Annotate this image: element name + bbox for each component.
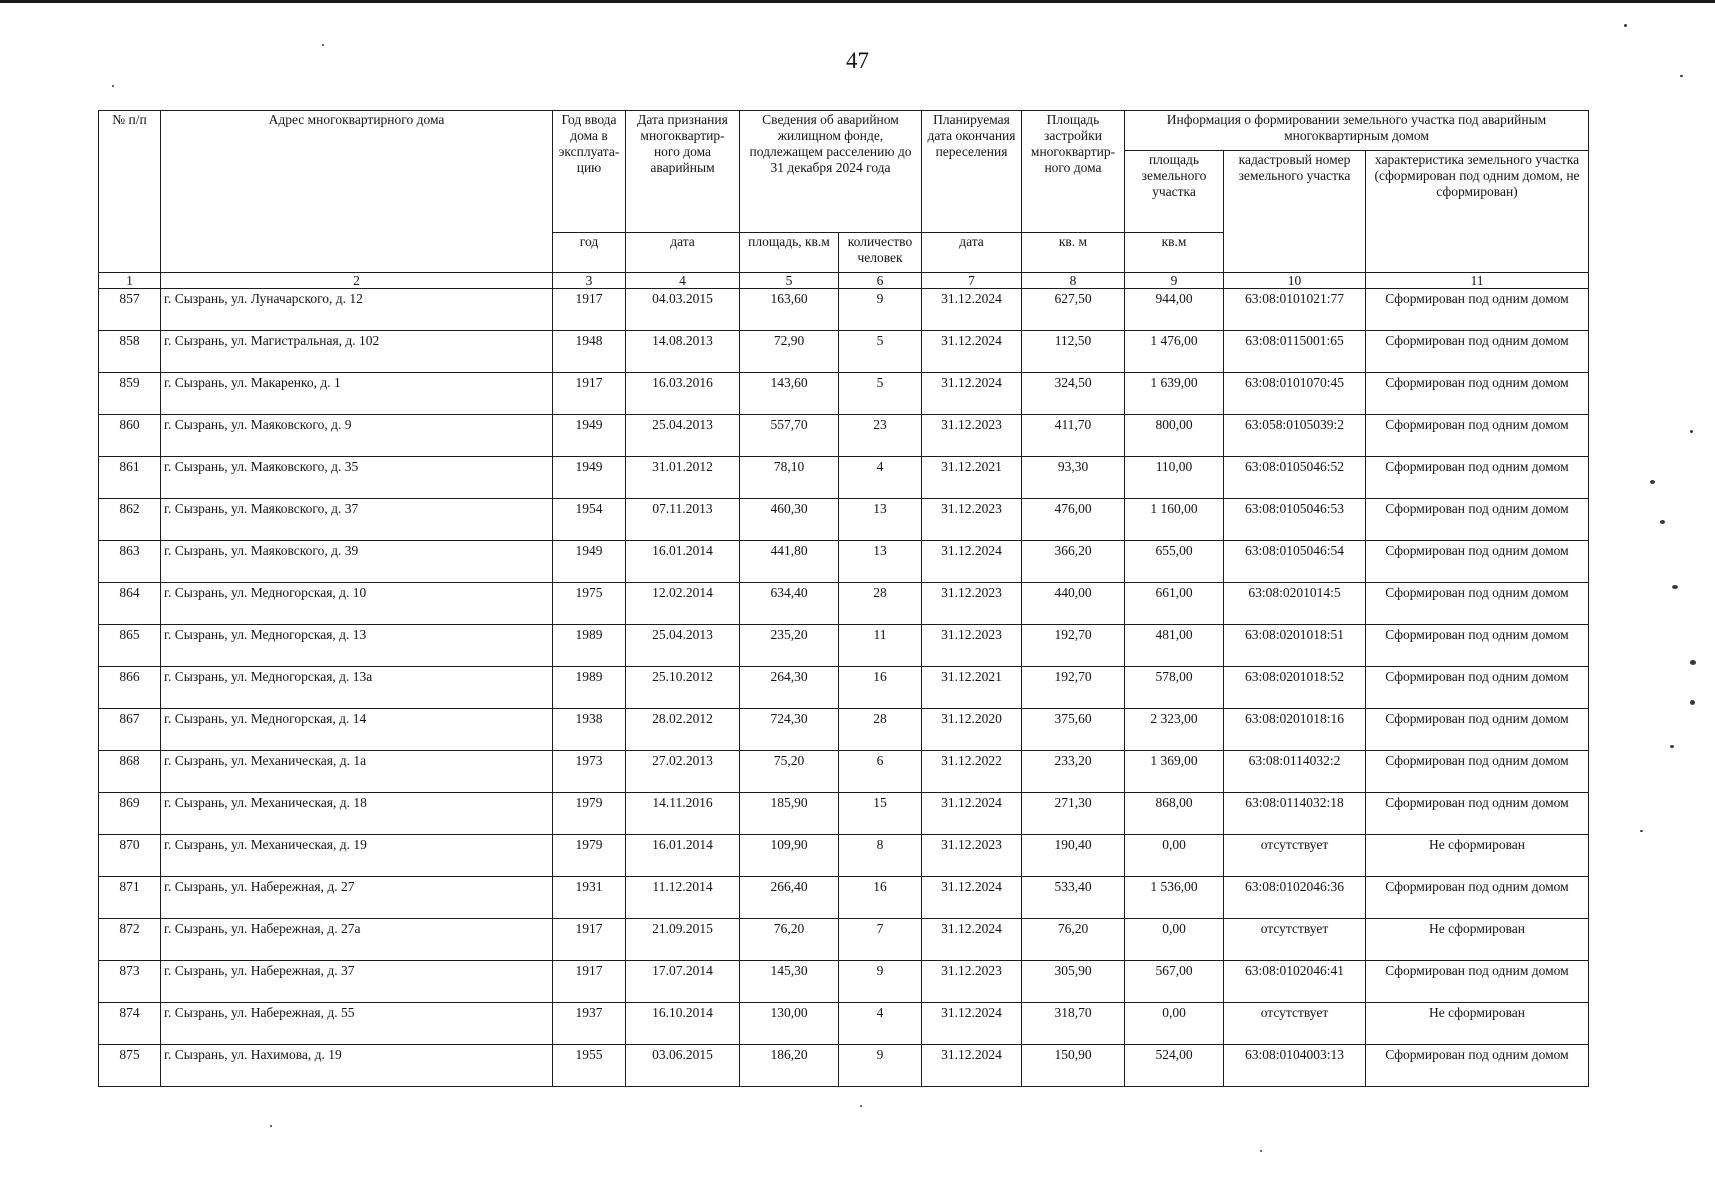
row-building-area: 366,20 <box>1022 541 1125 583</box>
row-address: г. Сызрань, ул. Маяковского, д. 35 <box>161 457 553 499</box>
table-row <box>99 835 1589 877</box>
row-area: 557,70 <box>740 415 839 457</box>
scan-speck <box>270 1125 272 1127</box>
column-number: 1 <box>99 273 161 289</box>
row-people-count: 5 <box>839 331 922 373</box>
row-year: 1955 <box>553 1045 626 1087</box>
row-land-status: Сформирован под одним домом <box>1366 793 1589 835</box>
column-number: 5 <box>740 273 839 289</box>
row-date-recognized: 03.06.2015 <box>626 1045 740 1087</box>
row-building-area: 440,00 <box>1022 583 1125 625</box>
row-people-count: 6 <box>839 751 922 793</box>
row-people-count: 23 <box>839 415 922 457</box>
row-date-recognized: 25.04.2013 <box>626 415 740 457</box>
row-number: 863 <box>99 541 161 583</box>
scan-speck <box>1650 480 1655 484</box>
row-planned-date: 31.12.2021 <box>922 667 1022 709</box>
table-row <box>99 667 1589 709</box>
row-people-count: 28 <box>839 709 922 751</box>
table-row <box>99 1003 1589 1045</box>
row-land-area: 2 323,00 <box>1125 709 1224 751</box>
row-people-count: 16 <box>839 667 922 709</box>
column-number: 7 <box>922 273 1022 289</box>
table-row <box>99 583 1589 625</box>
row-date-recognized: 14.08.2013 <box>626 331 740 373</box>
row-building-area: 190,40 <box>1022 835 1125 877</box>
row-date-recognized: 12.02.2014 <box>626 583 740 625</box>
row-area: 130,00 <box>740 1003 839 1045</box>
row-year: 1949 <box>553 541 626 583</box>
row-cadastral-number: 63:08:0105046:52 <box>1224 457 1366 499</box>
header-num: № п/п <box>99 111 161 273</box>
row-land-area: 944,00 <box>1125 289 1224 331</box>
header-land-area: площадь земельного участка <box>1125 151 1224 233</box>
row-date-recognized: 16.10.2014 <box>626 1003 740 1045</box>
row-building-area: 324,50 <box>1022 373 1125 415</box>
row-building-area: 533,40 <box>1022 877 1125 919</box>
row-area: 75,20 <box>740 751 839 793</box>
row-land-status: Сформирован под одним домом <box>1366 457 1589 499</box>
row-land-area: 110,00 <box>1125 457 1224 499</box>
row-year: 1917 <box>553 289 626 331</box>
page-number: 47 <box>846 48 869 73</box>
row-address: г. Сызрань, ул. Набережная, д. 27а <box>161 919 553 961</box>
row-land-status: Сформирован под одним домом <box>1366 415 1589 457</box>
row-land-area: 0,00 <box>1125 919 1224 961</box>
row-land-status: Не сформирован <box>1366 835 1589 877</box>
row-building-area: 93,30 <box>1022 457 1125 499</box>
column-number: 10 <box>1224 273 1366 289</box>
row-land-area: 524,00 <box>1125 1045 1224 1087</box>
unit-people: количество человек <box>839 233 922 273</box>
column-number: 6 <box>839 273 922 289</box>
row-number: 861 <box>99 457 161 499</box>
row-area: 163,60 <box>740 289 839 331</box>
scan-speck <box>322 44 324 46</box>
row-year: 1917 <box>553 373 626 415</box>
unit-land-area: кв.м <box>1125 233 1224 273</box>
column-number-row <box>99 273 1589 289</box>
row-planned-date: 31.12.2024 <box>922 541 1022 583</box>
row-year: 1931 <box>553 877 626 919</box>
header-address: Адрес многоквартирного дома <box>161 111 553 273</box>
row-year: 1973 <box>553 751 626 793</box>
row-date-recognized: 04.03.2015 <box>626 289 740 331</box>
scan-speck <box>1670 745 1674 748</box>
row-number: 865 <box>99 625 161 667</box>
row-area: 72,90 <box>740 331 839 373</box>
row-number: 869 <box>99 793 161 835</box>
row-planned-date: 31.12.2024 <box>922 289 1022 331</box>
row-cadastral-number: 63:08:0104003:13 <box>1224 1045 1366 1087</box>
row-land-area: 1 160,00 <box>1125 499 1224 541</box>
row-address: г. Сызрань, ул. Механическая, д. 1а <box>161 751 553 793</box>
scan-speck <box>1680 75 1683 77</box>
row-planned-date: 31.12.2024 <box>922 331 1022 373</box>
scan-speck <box>860 1105 862 1107</box>
row-land-status: Сформирован под одним домом <box>1366 1045 1589 1087</box>
row-number: 866 <box>99 667 161 709</box>
row-year: 1954 <box>553 499 626 541</box>
row-address: г. Сызрань, ул. Магистральная, д. 102 <box>161 331 553 373</box>
row-people-count: 16 <box>839 877 922 919</box>
row-planned-date: 31.12.2021 <box>922 457 1022 499</box>
row-address: г. Сызрань, ул. Набережная, д. 27 <box>161 877 553 919</box>
row-area: 264,30 <box>740 667 839 709</box>
row-year: 1937 <box>553 1003 626 1045</box>
row-planned-date: 31.12.2023 <box>922 499 1022 541</box>
row-cadastral-number: 63:08:0101070:45 <box>1224 373 1366 415</box>
row-address: г. Сызрань, ул. Механическая, д. 18 <box>161 793 553 835</box>
row-building-area: 271,30 <box>1022 793 1125 835</box>
row-number: 860 <box>99 415 161 457</box>
row-cadastral-number: отсутствует <box>1224 835 1366 877</box>
row-land-area: 1 476,00 <box>1125 331 1224 373</box>
row-land-status: Сформирован под одним домом <box>1366 583 1589 625</box>
row-planned-date: 31.12.2024 <box>922 1003 1022 1045</box>
row-year: 1917 <box>553 919 626 961</box>
row-cadastral-number: 63:08:0114032:18 <box>1224 793 1366 835</box>
table-row <box>99 625 1589 667</box>
row-land-area: 1 639,00 <box>1125 373 1224 415</box>
row-building-area: 112,50 <box>1022 331 1125 373</box>
row-people-count: 7 <box>839 919 922 961</box>
row-date-recognized: 31.01.2012 <box>626 457 740 499</box>
row-area: 634,40 <box>740 583 839 625</box>
column-number: 2 <box>161 273 553 289</box>
row-address: г. Сызрань, ул. Маяковского, д. 39 <box>161 541 553 583</box>
row-land-area: 481,00 <box>1125 625 1224 667</box>
column-number: 8 <box>1022 273 1125 289</box>
row-number: 868 <box>99 751 161 793</box>
row-number: 867 <box>99 709 161 751</box>
row-year: 1948 <box>553 331 626 373</box>
row-planned-date: 31.12.2024 <box>922 919 1022 961</box>
column-number: 9 <box>1125 273 1224 289</box>
row-year: 1949 <box>553 457 626 499</box>
row-people-count: 11 <box>839 625 922 667</box>
row-address: г. Сызрань, ул. Медногорская, д. 10 <box>161 583 553 625</box>
row-date-recognized: 25.10.2012 <box>626 667 740 709</box>
table-row <box>99 709 1589 751</box>
row-land-area: 1 369,00 <box>1125 751 1224 793</box>
row-area: 186,20 <box>740 1045 839 1087</box>
emergency-housing-table <box>98 110 1589 1087</box>
row-building-area: 476,00 <box>1022 499 1125 541</box>
row-address: г. Сызрань, ул. Медногорская, д. 13 <box>161 625 553 667</box>
row-building-area: 375,60 <box>1022 709 1125 751</box>
column-number: 3 <box>553 273 626 289</box>
header-land-characteristic: характеристика земельного участка (сформирован под одним домом, не сформирован) <box>1366 151 1589 273</box>
row-address: г. Сызрань, ул. Маяковского, д. 37 <box>161 499 553 541</box>
row-building-area: 192,70 <box>1022 625 1125 667</box>
row-people-count: 13 <box>839 499 922 541</box>
row-planned-date: 31.12.2022 <box>922 751 1022 793</box>
row-number: 858 <box>99 331 161 373</box>
row-address: г. Сызрань, ул. Нахимова, д. 19 <box>161 1045 553 1087</box>
row-cadastral-number: 63:08:0115001:65 <box>1224 331 1366 373</box>
row-land-status: Сформирован под одним домом <box>1366 289 1589 331</box>
row-address: г. Сызрань, ул. Луначарского, д. 12 <box>161 289 553 331</box>
scan-speck <box>1660 520 1665 524</box>
row-planned-date: 31.12.2023 <box>922 961 1022 1003</box>
row-building-area: 76,20 <box>1022 919 1125 961</box>
row-cadastral-number: 63:08:0201018:16 <box>1224 709 1366 751</box>
table-row <box>99 457 1589 499</box>
row-date-recognized: 14.11.2016 <box>626 793 740 835</box>
row-date-recognized: 16.01.2014 <box>626 541 740 583</box>
row-land-status: Сформирован под одним домом <box>1366 751 1589 793</box>
scan-speck <box>1690 700 1695 705</box>
row-planned-date: 31.12.2024 <box>922 1045 1022 1087</box>
row-people-count: 9 <box>839 961 922 1003</box>
row-year: 1917 <box>553 961 626 1003</box>
row-date-recognized: 11.12.2014 <box>626 877 740 919</box>
unit-date: дата <box>626 233 740 273</box>
row-address: г. Сызрань, ул. Маяковского, д. 9 <box>161 415 553 457</box>
row-cadastral-number: 63:08:0201018:51 <box>1224 625 1366 667</box>
unit-year: год <box>553 233 626 273</box>
row-land-status: Сформирован под одним домом <box>1366 667 1589 709</box>
scan-speck <box>112 85 114 87</box>
row-address: г. Сызрань, ул. Макаренко, д. 1 <box>161 373 553 415</box>
row-building-area: 192,70 <box>1022 667 1125 709</box>
row-land-status: Сформирован под одним домом <box>1366 499 1589 541</box>
row-area: 441,80 <box>740 541 839 583</box>
row-number: 857 <box>99 289 161 331</box>
row-area: 109,90 <box>740 835 839 877</box>
row-number: 872 <box>99 919 161 961</box>
row-area: 235,20 <box>740 625 839 667</box>
table-row <box>99 289 1589 331</box>
row-people-count: 4 <box>839 457 922 499</box>
row-planned-date: 31.12.2024 <box>922 877 1022 919</box>
row-people-count: 13 <box>839 541 922 583</box>
row-land-status: Сформирован под одним домом <box>1366 373 1589 415</box>
row-date-recognized: 17.07.2014 <box>626 961 740 1003</box>
row-date-recognized: 27.02.2013 <box>626 751 740 793</box>
row-cadastral-number: 63:08:0201018:52 <box>1224 667 1366 709</box>
unit-planned-date: дата <box>922 233 1022 273</box>
row-people-count: 15 <box>839 793 922 835</box>
header-year: Год ввода дома в эксплуата-цию <box>553 111 626 233</box>
row-people-count: 4 <box>839 1003 922 1045</box>
table-row <box>99 499 1589 541</box>
row-area: 76,20 <box>740 919 839 961</box>
table-body <box>99 289 1589 1087</box>
row-land-status: Не сформирован <box>1366 1003 1589 1045</box>
row-planned-date: 31.12.2023 <box>922 415 1022 457</box>
row-people-count: 5 <box>839 373 922 415</box>
row-address: г. Сызрань, ул. Набережная, д. 37 <box>161 961 553 1003</box>
row-planned-date: 31.12.2023 <box>922 625 1022 667</box>
row-cadastral-number: 63:08:0102046:36 <box>1224 877 1366 919</box>
row-planned-date: 31.12.2023 <box>922 835 1022 877</box>
row-address: г. Сызрань, ул. Медногорская, д. 14 <box>161 709 553 751</box>
row-building-area: 627,50 <box>1022 289 1125 331</box>
row-planned-date: 31.12.2024 <box>922 373 1022 415</box>
row-people-count: 8 <box>839 835 922 877</box>
row-year: 1975 <box>553 583 626 625</box>
column-number: 11 <box>1366 273 1589 289</box>
row-number: 859 <box>99 373 161 415</box>
row-building-area: 233,20 <box>1022 751 1125 793</box>
row-land-area: 578,00 <box>1125 667 1224 709</box>
unit-building-area: кв. м <box>1022 233 1125 273</box>
row-land-area: 800,00 <box>1125 415 1224 457</box>
row-date-recognized: 25.04.2013 <box>626 625 740 667</box>
row-land-area: 661,00 <box>1125 583 1224 625</box>
row-land-area: 0,00 <box>1125 835 1224 877</box>
row-people-count: 9 <box>839 289 922 331</box>
row-building-area: 150,90 <box>1022 1045 1125 1087</box>
row-cadastral-number: 63:08:0114032:2 <box>1224 751 1366 793</box>
row-planned-date: 31.12.2023 <box>922 583 1022 625</box>
header-date-recognized: Дата признания многоквартир-ного дома аварийным <box>626 111 740 233</box>
row-number: 862 <box>99 499 161 541</box>
unit-area: площадь, кв.м <box>740 233 839 273</box>
row-year: 1989 <box>553 667 626 709</box>
row-year: 1979 <box>553 835 626 877</box>
row-building-area: 305,90 <box>1022 961 1125 1003</box>
row-land-status: Сформирован под одним домом <box>1366 877 1589 919</box>
row-number: 873 <box>99 961 161 1003</box>
row-area: 78,10 <box>740 457 839 499</box>
header-cadastral: кадастровый номер земельного участка <box>1224 151 1366 273</box>
row-building-area: 411,70 <box>1022 415 1125 457</box>
row-cadastral-number: 63:08:0101021:77 <box>1224 289 1366 331</box>
row-area: 145,30 <box>740 961 839 1003</box>
row-cadastral-number: 63:08:0105046:53 <box>1224 499 1366 541</box>
row-date-recognized: 28.02.2012 <box>626 709 740 751</box>
row-planned-date: 31.12.2020 <box>922 709 1022 751</box>
row-land-status: Сформирован под одним домом <box>1366 625 1589 667</box>
row-building-area: 318,70 <box>1022 1003 1125 1045</box>
row-cadastral-number: 63:08:0105046:54 <box>1224 541 1366 583</box>
table-row <box>99 373 1589 415</box>
row-number: 875 <box>99 1045 161 1087</box>
row-year: 1938 <box>553 709 626 751</box>
row-date-recognized: 21.09.2015 <box>626 919 740 961</box>
row-land-area: 567,00 <box>1125 961 1224 1003</box>
row-people-count: 28 <box>839 583 922 625</box>
row-year: 1979 <box>553 793 626 835</box>
row-area: 266,40 <box>740 877 839 919</box>
scan-speck <box>1690 660 1696 665</box>
row-land-status: Сформирован под одним домом <box>1366 541 1589 583</box>
table-row <box>99 415 1589 457</box>
row-land-status: Сформирован под одним домом <box>1366 331 1589 373</box>
row-year: 1989 <box>553 625 626 667</box>
scan-speck <box>1260 1150 1262 1152</box>
row-cadastral-number: отсутствует <box>1224 1003 1366 1045</box>
table-row <box>99 751 1589 793</box>
row-land-area: 1 536,00 <box>1125 877 1224 919</box>
row-address: г. Сызрань, ул. Механическая, д. 19 <box>161 835 553 877</box>
row-land-status: Не сформирован <box>1366 919 1589 961</box>
row-number: 874 <box>99 1003 161 1045</box>
header-emergency-fund: Сведения об аварийном жилищном фонде, подлежащем расселению до 31 декабря 2024 года <box>740 111 922 233</box>
row-number: 870 <box>99 835 161 877</box>
table-row <box>99 331 1589 373</box>
row-date-recognized: 07.11.2013 <box>626 499 740 541</box>
header-building-area: Площадь застройки многоквартир-ного дома <box>1022 111 1125 233</box>
row-number: 864 <box>99 583 161 625</box>
row-land-area: 0,00 <box>1125 1003 1224 1045</box>
table-row <box>99 1045 1589 1087</box>
row-land-status: Сформирован под одним домом <box>1366 961 1589 1003</box>
row-number: 871 <box>99 877 161 919</box>
row-cadastral-number: 63:058:0105039:2 <box>1224 415 1366 457</box>
row-area: 724,30 <box>740 709 839 751</box>
table-row <box>99 961 1589 1003</box>
row-cadastral-number: отсутствует <box>1224 919 1366 961</box>
row-cadastral-number: 63:08:0201014:5 <box>1224 583 1366 625</box>
row-date-recognized: 16.01.2014 <box>626 835 740 877</box>
row-people-count: 9 <box>839 1045 922 1087</box>
scan-top-edge <box>0 0 1715 3</box>
row-date-recognized: 16.03.2016 <box>626 373 740 415</box>
row-address: г. Сызрань, ул. Набережная, д. 55 <box>161 1003 553 1045</box>
row-area: 185,90 <box>740 793 839 835</box>
header-planned-date: Планируемая дата окончания переселения <box>922 111 1022 233</box>
row-year: 1949 <box>553 415 626 457</box>
table-row <box>99 877 1589 919</box>
column-number: 4 <box>626 273 740 289</box>
table-row <box>99 541 1589 583</box>
row-area: 143,60 <box>740 373 839 415</box>
scan-speck <box>1624 24 1627 27</box>
scan-speck <box>1672 585 1678 589</box>
row-address: г. Сызрань, ул. Медногорская, д. 13а <box>161 667 553 709</box>
row-area: 460,30 <box>740 499 839 541</box>
row-land-status: Сформирован под одним домом <box>1366 709 1589 751</box>
scan-speck <box>1640 830 1643 832</box>
row-cadastral-number: 63:08:0102046:41 <box>1224 961 1366 1003</box>
row-land-area: 868,00 <box>1125 793 1224 835</box>
row-planned-date: 31.12.2024 <box>922 793 1022 835</box>
header-land-info: Информация о формировании земельного участка под аварийным многоквартирным домом <box>1125 111 1589 151</box>
scan-speck <box>1690 430 1693 433</box>
row-land-area: 655,00 <box>1125 541 1224 583</box>
table-row <box>99 793 1589 835</box>
table-row <box>99 919 1589 961</box>
